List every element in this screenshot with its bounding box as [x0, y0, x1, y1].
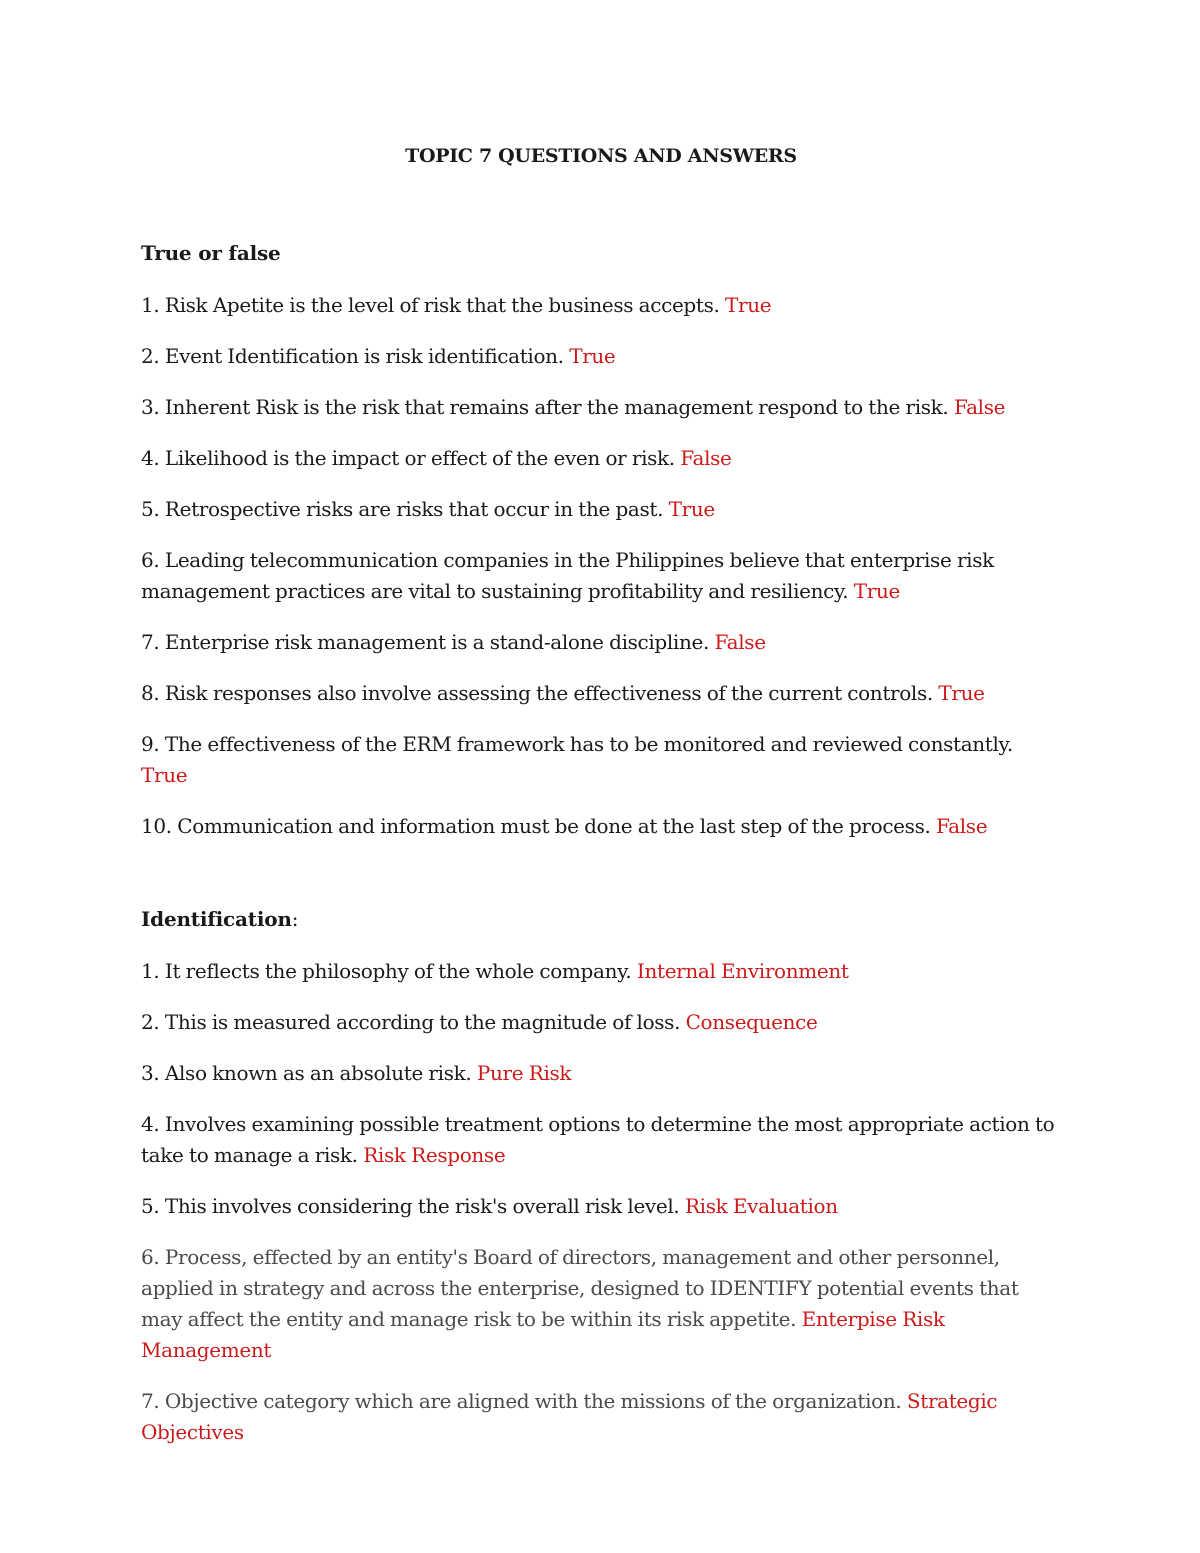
tf-answer: True: [938, 681, 985, 705]
tf-question-7: [141, 627, 1061, 658]
id-answer: Strategic Objectives: [141, 1389, 998, 1444]
id-answer: Consequence: [685, 1010, 818, 1034]
tf-question-8: [141, 678, 1061, 709]
tf-question-6: [141, 545, 1061, 607]
id-question-2: [141, 1007, 1061, 1038]
id-answer: Internal Environment: [636, 959, 849, 983]
tf-question-9: [141, 729, 1061, 791]
id-question-text: 7. Objective category which are aligned with the missions of the organization.: [141, 1389, 907, 1413]
tf-answer: True: [668, 497, 715, 521]
tf-question-text: 4. Likelihood is the impact or effect of the even or risk.: [141, 446, 681, 470]
id-question-7: [141, 1386, 1061, 1448]
id-question-1: [141, 956, 1061, 987]
true-false-heading: True or false: [141, 241, 281, 265]
tf-question-1: [141, 290, 1061, 321]
id-question-text: 4. Involves examining possible treatment options to determine the most appropriate action to take to manage a risk.: [141, 1112, 1055, 1167]
tf-answer: True: [725, 293, 772, 317]
id-question-text: 3. Also known as an absolute risk.: [141, 1061, 477, 1085]
id-question-6: [141, 1242, 1061, 1366]
document-title: TOPIC 7 QUESTIONS AND ANSWERS: [405, 145, 797, 167]
document-page: [141, 138, 1061, 1468]
tf-question-text: 7. Enterprise risk management is a stand-alone discipline.: [141, 630, 715, 654]
id-answer: Pure Risk: [476, 1061, 572, 1085]
tf-question-text: 3. Inherent Risk is the risk that remains after the management respond to the risk.: [141, 395, 954, 419]
id-question-3: [141, 1058, 1061, 1089]
tf-answer: True: [141, 763, 188, 787]
tf-question-5: [141, 494, 1061, 525]
tf-answer: False: [680, 446, 732, 470]
id-question-text: 1. It reflects the philosophy of the whole company.: [141, 959, 637, 983]
tf-answer: False: [953, 395, 1006, 419]
identification-heading-colon: :: [291, 907, 299, 931]
tf-answer: True: [853, 579, 901, 603]
true-false-section: [141, 240, 1061, 842]
tf-answer: True: [569, 344, 616, 368]
tf-question-text: 1. Risk Apetite is the level of risk that the business accepts.: [141, 293, 726, 317]
identification-section: [141, 906, 1061, 1448]
tf-question-10: [141, 811, 1061, 842]
tf-question-3: [141, 392, 1061, 423]
identification-heading: [141, 906, 1061, 932]
tf-answer: False: [714, 630, 766, 654]
tf-question-text: 8. Risk responses also involve assessing the effectiveness of the current controls.: [141, 681, 939, 705]
id-question-5: [141, 1191, 1061, 1222]
identification-heading-text: Identification: [141, 907, 292, 931]
id-question-text: 2. This is measured according to the magnitude of loss.: [141, 1010, 686, 1034]
tf-question-4: [141, 443, 1061, 474]
id-answer: Risk Response: [363, 1143, 506, 1167]
id-question-text: 5. This involves considering the risk's overall risk level.: [141, 1194, 685, 1218]
id-question-text: 6. Process, effected by an entity's Board of directors, management and other personnel, applied in strategy and across the enterprise, designed to IDENTIFY potential events that may affect the entity and manage risk to be within its risk appetite.: [141, 1245, 1019, 1331]
tf-answer: False: [936, 814, 988, 838]
tf-question-text: 6. Leading telecommunication companies in the Philippines believe that enterprise risk management practices are vital to sustaining profitability and resiliency.: [141, 548, 994, 603]
id-answer: Enterpise Risk Management: [141, 1307, 945, 1362]
tf-question-text: 2. Event Identification is risk identification.: [141, 344, 570, 368]
id-answer: Risk Evaluation: [684, 1194, 838, 1218]
tf-question-text: 9. The effectiveness of the ERM framework has to be monitored and reviewed constantly.: [141, 732, 1013, 756]
tf-question-text: 10. Communication and information must be done at the last step of the process.: [141, 814, 937, 838]
tf-question-text: 5. Retrospective risks are risks that occur in the past.: [141, 497, 669, 521]
section-spacer: [141, 862, 1061, 906]
id-question-4: [141, 1109, 1061, 1171]
tf-question-2: [141, 341, 1061, 372]
